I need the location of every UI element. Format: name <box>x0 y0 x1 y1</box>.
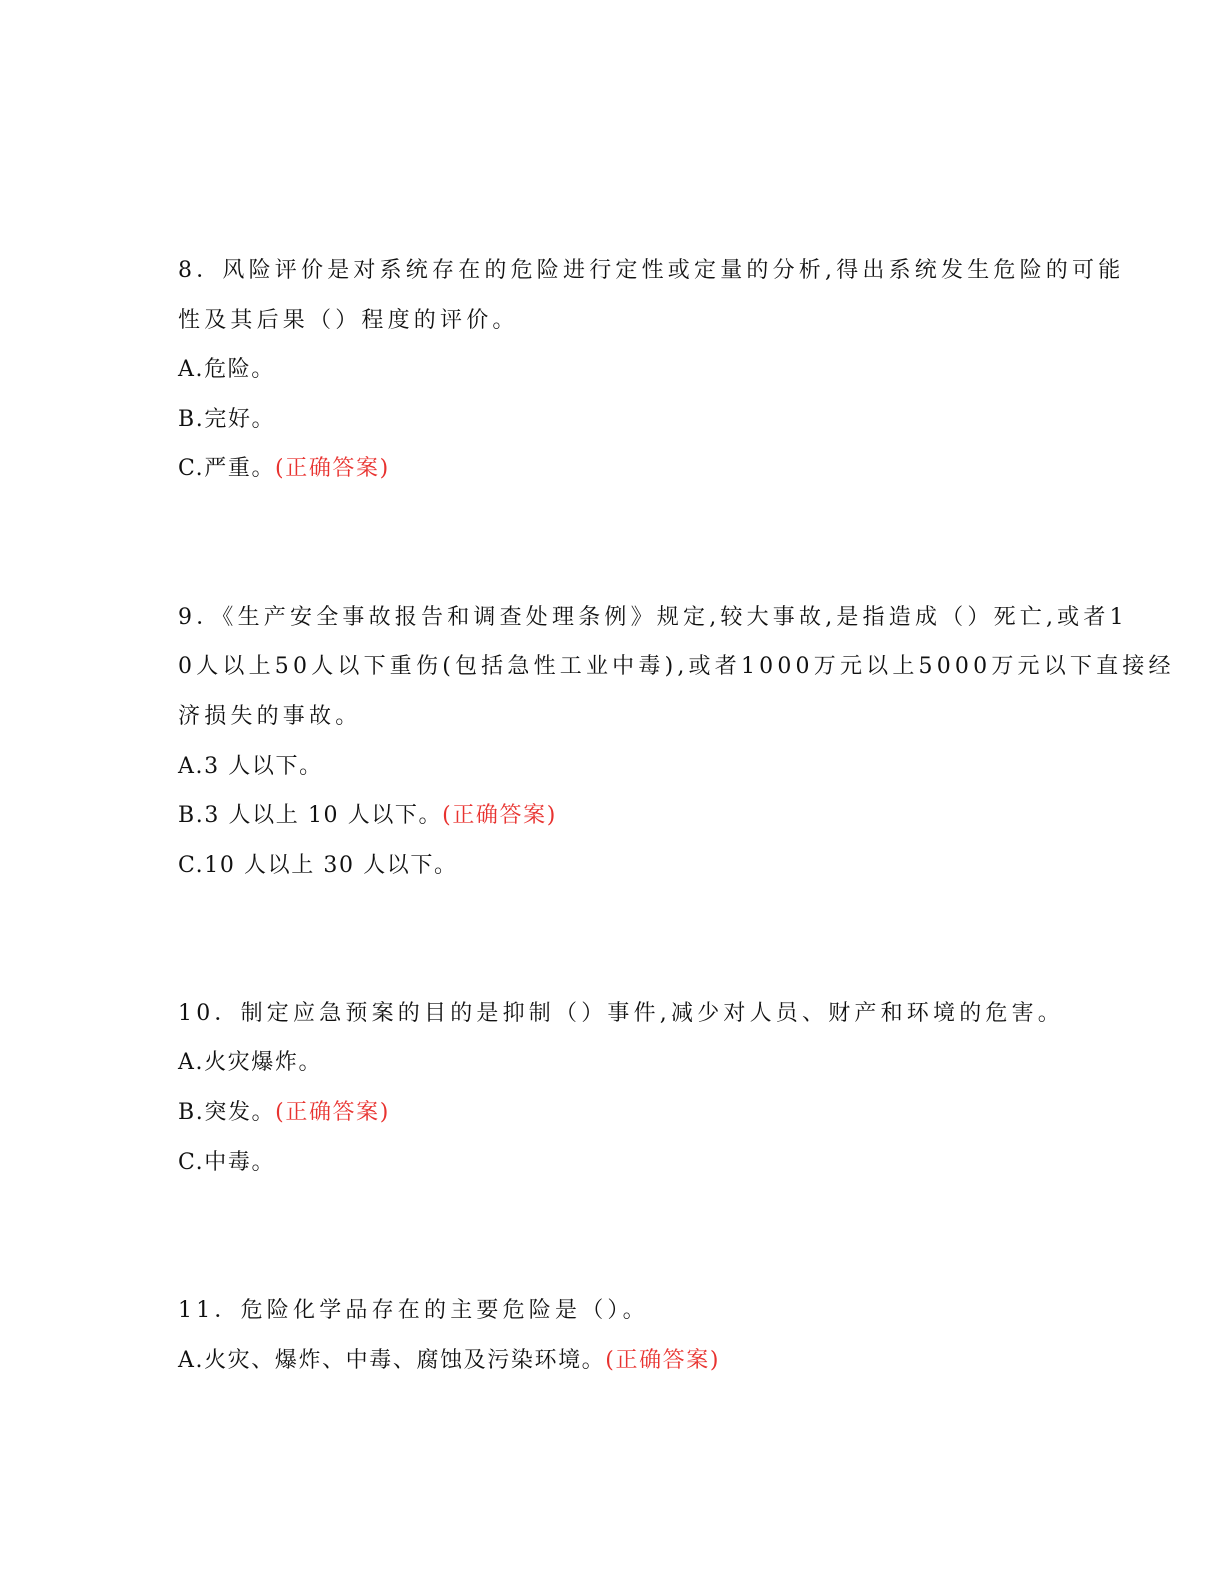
question-9-stem-line-1: 9．《生产安全事故报告和调查处理条例》规定,较大事故,是指造成（）死亡,或者1 <box>178 605 1128 630</box>
question-9-stem-line-3: 济损失的事故。 <box>178 704 362 729</box>
correct-answer-mark: (正确答案) <box>605 1348 721 1373</box>
option-text: C.严重。 <box>178 456 276 481</box>
option-text: A.火灾爆炸。 <box>178 1050 323 1075</box>
question-10-option-a <box>178 1048 322 1078</box>
option-text: B.完好。 <box>178 407 276 432</box>
question-8-stem-line-1: 8．风险评价是对系统存在的危险进行定性或定量的分析,得出系统发生危险的可能 <box>178 258 1125 283</box>
question-8-option-b <box>178 405 275 435</box>
question-8-stem-line-2: 性及其后果（）程度的评价。 <box>178 308 519 333</box>
option-text: A.3 人以下。 <box>178 754 323 779</box>
question-9-option-b <box>178 801 557 831</box>
option-text: C.中毒。 <box>178 1150 276 1175</box>
option-text: B.3 人以上 10 人以下。 <box>178 803 443 828</box>
correct-answer-mark: (正确答案) <box>275 1100 390 1125</box>
option-text: C.10 人以上 30 人以下。 <box>178 853 458 878</box>
question-8-option-a <box>178 355 275 385</box>
question-9-stem-line-2: 0人以上50人以下重伤(包括急性工业中毒),或者1000万元以上5000万元以下直接经 <box>178 654 1175 679</box>
correct-answer-mark: (正确答案) <box>442 803 557 828</box>
question-10-stem-line-1: 10．制定应急预案的目的是抑制（）事件,减少对人员、财产和环境的危害。 <box>178 1001 1064 1026</box>
question-9-option-c <box>178 851 458 881</box>
question-9-option-a <box>178 752 323 782</box>
option-text: A.火灾、爆炸、中毒、腐蚀及污染环境。 <box>178 1348 606 1373</box>
question-10-option-c <box>178 1148 275 1178</box>
option-text: A.危险。 <box>178 357 275 382</box>
question-11-stem-line-1: 11．危险化学品存在的主要危险是（）。 <box>178 1298 649 1323</box>
question-11-option-a <box>178 1346 720 1376</box>
correct-answer-mark: (正确答案) <box>275 456 390 481</box>
option-text: B.突发。 <box>178 1100 276 1125</box>
question-10-option-b <box>178 1098 390 1128</box>
question-8-option-c <box>178 454 390 484</box>
